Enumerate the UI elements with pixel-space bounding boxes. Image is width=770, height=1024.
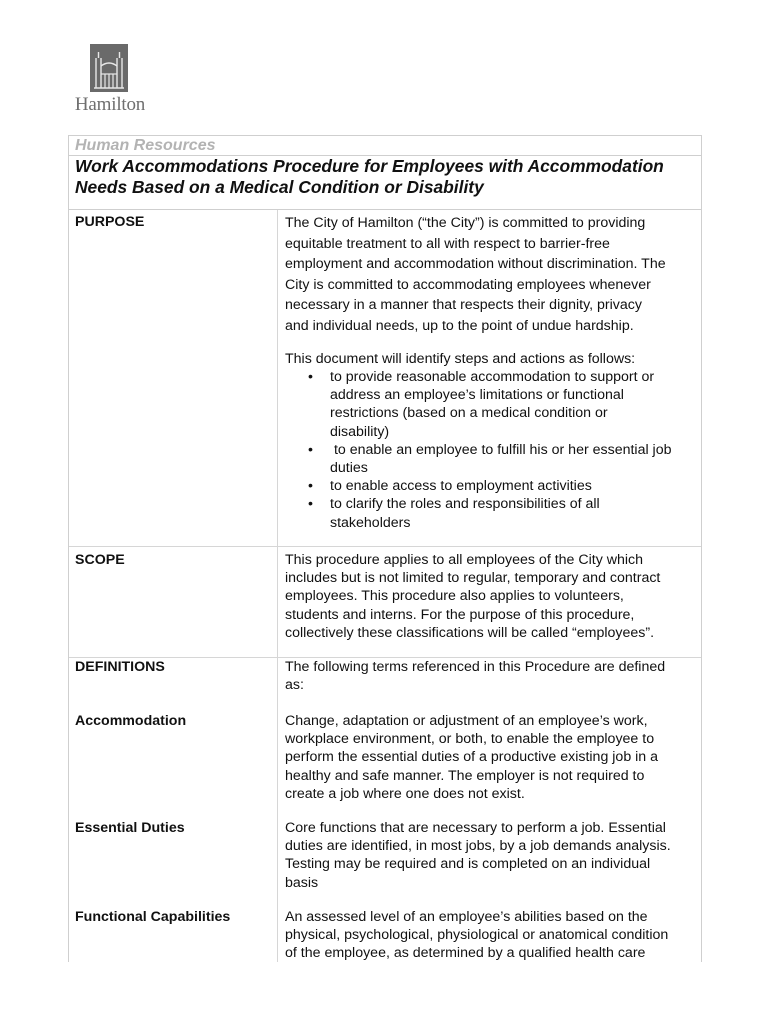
scope-text bbox=[285, 551, 701, 642]
bullet-line: address an employee’s limitations or functional bbox=[330, 387, 624, 404]
text-line: and individual needs, up to the point of undue hardship. bbox=[285, 317, 634, 334]
bullet-line: stakeholders bbox=[330, 514, 411, 531]
bullet-first-line: to enable an employee to fulfill his or her essential job bbox=[330, 441, 672, 458]
text-line: perform the essential duties of a productive existing job in a bbox=[285, 749, 659, 766]
bullet-icon: • bbox=[308, 496, 313, 513]
row-divider bbox=[69, 546, 701, 547]
text-line: necessary in a manner that respects their dignity, privacy bbox=[285, 297, 642, 314]
purpose-intro: This document will identify steps and actions as follows: bbox=[285, 351, 636, 367]
text-line: Testing may be required and is completed on an individual bbox=[285, 856, 651, 873]
text-line: workplace environment, or both, to enable the employee to bbox=[285, 731, 655, 748]
accommodation-label: Accommodation bbox=[75, 713, 187, 729]
bullet-line: disability) bbox=[330, 423, 390, 440]
text-line: basis bbox=[285, 874, 319, 891]
accommodation-text bbox=[285, 712, 701, 803]
text-line: employment and accommodation without discrimination. The bbox=[285, 256, 666, 273]
text-line: Change, adaptation or adjustment of an employee’s work, bbox=[285, 713, 648, 729]
text-line: includes but is not limited to regular, temporary and contract bbox=[285, 570, 661, 587]
bullet-line: restrictions (based on a medical condition or bbox=[330, 405, 608, 422]
bullet-first-line: to enable access to employment activities bbox=[330, 478, 592, 495]
list-item bbox=[285, 441, 701, 477]
divider bbox=[69, 209, 701, 210]
text-line: duties are identified, in most jobs, by a job demands analysis. bbox=[285, 838, 671, 855]
column-divider bbox=[277, 210, 278, 962]
list-item bbox=[285, 368, 701, 441]
title-line: Needs Based on a Medical Condition or Disability bbox=[75, 177, 484, 197]
text-line: City is committed to accommodating employees whenever bbox=[285, 276, 651, 293]
document-title bbox=[75, 156, 695, 198]
text-line: healthy and safe manner. The employer is not required to bbox=[285, 767, 645, 784]
essential-duties-label: Essential Duties bbox=[75, 820, 185, 836]
bullet-first-line: to provide reasonable accommodation to support or bbox=[330, 369, 655, 385]
department-heading: Human Resources bbox=[75, 137, 216, 154]
title-line: Work Accommodations Procedure for Employees with Accommodation bbox=[75, 156, 664, 176]
text-line: create a job where one does not exist. bbox=[285, 785, 525, 802]
purpose-text bbox=[285, 213, 701, 337]
hamilton-city-logo-icon bbox=[90, 44, 128, 92]
text-line: This procedure applies to all employees of the City which bbox=[285, 552, 644, 568]
list-item bbox=[285, 495, 701, 531]
list-item bbox=[285, 477, 701, 495]
scope-label: SCOPE bbox=[75, 552, 125, 568]
text-line: students and interns. For the purpose of this procedure, bbox=[285, 606, 635, 623]
purpose-label: PURPOSE bbox=[75, 214, 145, 230]
bullet-icon: • bbox=[308, 478, 313, 495]
logo-wordmark: Hamilton bbox=[74, 94, 146, 115]
functional-capabilities-text bbox=[285, 908, 701, 963]
text-line: physical, psychological, physiological or anatomical condition bbox=[285, 927, 669, 944]
city-logo bbox=[66, 44, 154, 116]
bullet-line: duties bbox=[330, 460, 368, 477]
bullet-icon: • bbox=[308, 441, 313, 458]
text-line: employees. This procedure also applies to volunteers, bbox=[285, 588, 624, 605]
purpose-bullet-list bbox=[285, 368, 701, 532]
essential-duties-text bbox=[285, 819, 701, 892]
text-line: of the employee, as determined by a qualified health care bbox=[285, 945, 646, 962]
text-line: The City of Hamilton (“the City”) is committed to providing bbox=[285, 215, 646, 231]
definitions-label: DEFINITIONS bbox=[75, 659, 165, 675]
definitions-text bbox=[285, 658, 701, 694]
text-line: The following terms referenced in this Procedure are defined bbox=[285, 659, 666, 675]
text-line: collectively these classifications will be called “employees”. bbox=[285, 624, 655, 641]
text-line: Core functions that are necessary to perform a job. Essential bbox=[285, 820, 666, 836]
bullet-first-line: to clarify the roles and responsibilities of all bbox=[330, 496, 600, 513]
text-line: equitable treatment to all with respect to barrier-free bbox=[285, 235, 610, 252]
text-line: as: bbox=[285, 677, 304, 694]
functional-capabilities-label: Functional Capabilities bbox=[75, 909, 231, 925]
bullet-icon: • bbox=[308, 369, 313, 385]
text-line: An assessed level of an employee’s abilities based on the bbox=[285, 909, 648, 925]
